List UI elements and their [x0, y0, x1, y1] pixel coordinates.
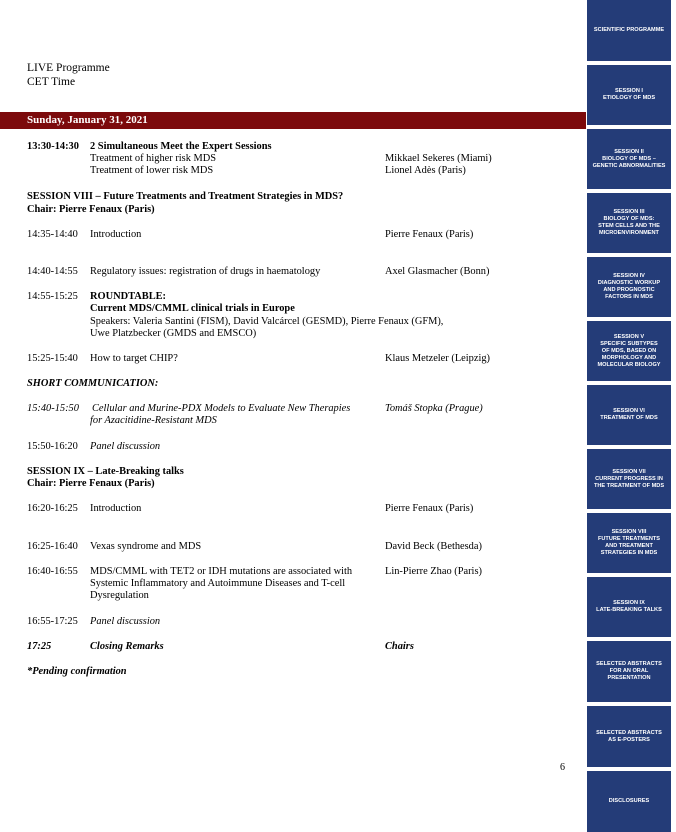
speaker: David Beck (Bethesda)	[385, 541, 482, 552]
tab-session-iv[interactable]: SESSION IV DIAGNOSTIC WORKUP AND PROGNOSTIC FACTORS IN MDS	[587, 257, 671, 317]
speaker: Axel Glasmacher (Bonn)	[385, 266, 490, 277]
speaker: Mikkael Sekeres (Miami)	[385, 153, 492, 164]
time-slot: 17:25	[27, 641, 52, 652]
talk-title: Dysregulation	[90, 590, 149, 601]
talk-title: Panel discussion	[90, 441, 161, 452]
time-slot: 13:30-14:30	[27, 141, 79, 152]
tab-session-viii[interactable]: SESSION VIII FUTURE TREATMENTS AND TREATMENT STRATEGIES IN MDS	[587, 513, 671, 573]
session-sidebar	[586, 0, 676, 832]
session-chair: Chair: Pierre Fenaux (Paris)	[27, 478, 155, 489]
roundtable-title: ROUNDTABLE:	[90, 291, 167, 302]
roundtable-speakers: Speakers: Valeria Santini (FISM), David Valcárcel (GESMD), Pierre Fenaux (GFM),	[90, 316, 444, 327]
talk-title: Systemic Inflammatory and Autoimmune Diseases and T-cell	[90, 578, 346, 589]
speaker: Lionel Adès (Paris)	[385, 165, 466, 176]
page-number: 6	[560, 762, 565, 773]
tab-selected-abstracts-oral[interactable]: SELECTED ABSTRACTS FOR AN ORAL PRESENTATION	[587, 641, 671, 702]
speaker: Pierre Fenaux (Paris)	[385, 229, 474, 240]
talk-title: Panel discussion	[90, 616, 161, 627]
footnote: *Pending confirmation	[27, 666, 127, 677]
talk-title: Closing Remarks	[90, 641, 164, 652]
tab-session-ix[interactable]: SESSION IX LATE-BREAKING TALKS	[587, 577, 671, 637]
session-heading: SESSION VIII – Future Treatments and Treatment Strategies in MDS?	[27, 191, 344, 202]
tab-session-i[interactable]: SESSION I ETIOLOGY OF MDS	[587, 65, 671, 125]
tab-session-vii[interactable]: SESSION VII CURRENT PROGRESS IN THE TREATMENT OF MDS	[587, 449, 671, 509]
talk-title: Treatment of higher risk MDS	[90, 153, 217, 164]
talk-title: Introduction	[90, 229, 142, 240]
date-bar	[0, 112, 586, 129]
time-slot: 14:55-15:25	[27, 291, 78, 302]
date-label: Sunday, January 31, 2021	[27, 114, 148, 126]
time-slot: 15:40-15:50	[27, 403, 79, 414]
talk-title: for Azacitidine-Resistant MDS	[90, 415, 217, 426]
talk-title: Treatment of lower risk MDS	[90, 165, 214, 176]
speaker: Pierre Fenaux (Paris)	[385, 503, 474, 514]
live-programme-label: LIVE Programme	[27, 62, 110, 74]
session-heading: SESSION IX – Late-Breaking talks	[27, 466, 184, 477]
time-slot: 16:20-16:25	[27, 503, 78, 514]
roundtable-subtitle: Current MDS/CMML clinical trials in Europe	[90, 303, 295, 314]
roundtable-speakers: Uwe Platzbecker (GMDS and EMSCO)	[90, 328, 257, 339]
time-slot: 16:40-16:55	[27, 566, 78, 577]
talk-title: Regulatory issues: registration of drugs in haematology	[90, 266, 321, 277]
session-title: 2 Simultaneous Meet the Expert Sessions	[90, 141, 272, 152]
short-communication-heading: SHORT COMMUNICATION:	[27, 378, 159, 389]
tab-session-iii[interactable]: SESSION III BIOLOGY OF MDS: STEM CELLS AND THE MICROENVIRONMENT	[587, 193, 671, 253]
speaker: Tomáš Stopka (Prague)	[385, 403, 483, 414]
tab-session-ii[interactable]: SESSION II BIOLOGY OF MDS – GENETIC ABNORMALITIES	[587, 129, 671, 189]
time-slot: 16:25-16:40	[27, 541, 78, 552]
talk-title: How to target CHIP?	[90, 353, 178, 364]
time-slot: 15:25-15:40	[27, 353, 78, 364]
time-slot: 14:35-14:40	[27, 229, 78, 240]
talk-title: Introduction	[90, 503, 142, 514]
cet-time-label: CET Time	[27, 76, 76, 88]
talk-title: Cellular and Murine-PDX Models to Evaluate New Therapies	[92, 403, 351, 414]
speaker: Klaus Metzeler (Leipzig)	[385, 353, 491, 364]
tab-scientific-programme[interactable]: SCIENTIFIC PROGRAMME	[587, 0, 671, 61]
tab-session-v[interactable]: SESSION V SPECIFIC SUBTYPES OF MDS, BASED ON MORPHOLOGY AND MOLECULAR BIOLOGY	[587, 321, 671, 381]
speaker: Chairs	[385, 641, 414, 652]
tab-disclosures[interactable]: DISCLOSURES	[587, 771, 671, 832]
time-slot: 15:50-16:20	[27, 441, 78, 452]
tab-session-vi[interactable]: SESSION VI TREATMENT OF MDS	[587, 385, 671, 445]
session-chair: Chair: Pierre Fenaux (Paris)	[27, 204, 155, 215]
time-slot: 16:55-17:25	[27, 616, 78, 627]
talk-title: Vexas syndrome and MDS	[90, 541, 202, 552]
tab-selected-abstracts-eposters[interactable]: SELECTED ABSTRACTS AS E-POSTERS	[587, 706, 671, 767]
time-slot: 14:40-14:55	[27, 266, 78, 277]
speaker: Lin-Pierre Zhao (Paris)	[385, 566, 482, 577]
talk-title: MDS/CMML with TET2 or IDH mutations are associated with	[90, 566, 353, 577]
